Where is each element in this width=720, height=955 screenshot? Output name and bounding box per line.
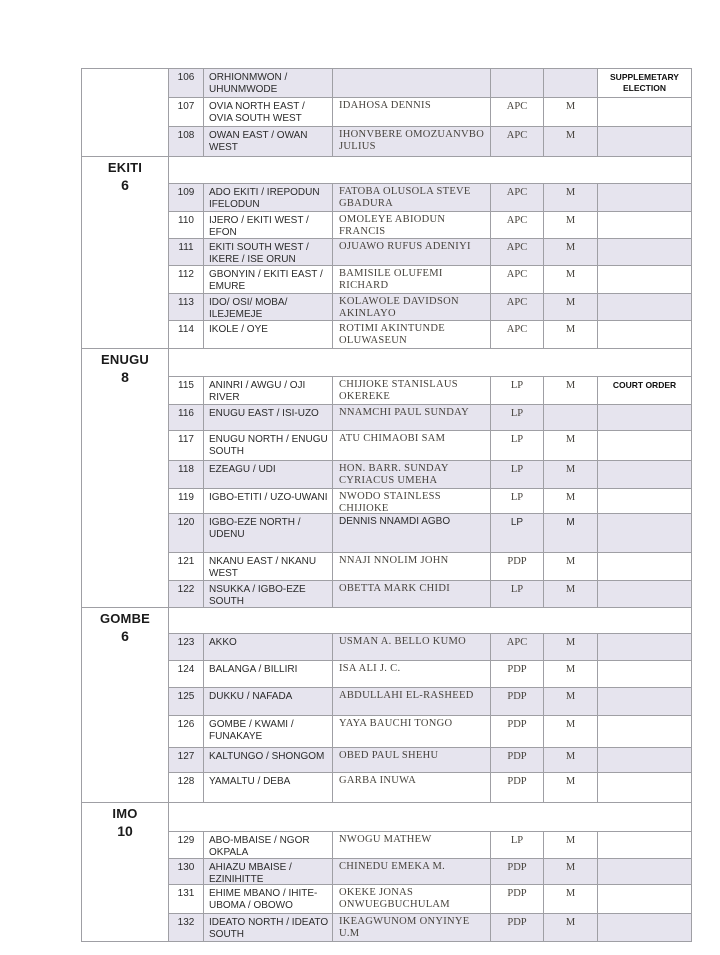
constituency-cell: OVIA NORTH EAST / OVIA SOUTH WEST bbox=[204, 98, 333, 126]
serial-number-cell: 118 bbox=[169, 461, 204, 488]
state-cell bbox=[82, 157, 169, 348]
remark-cell bbox=[598, 885, 691, 913]
candidate-name-cell: NNAJI NNOLIM JOHN bbox=[333, 553, 491, 580]
constituency-cell: IJERO / EKITI WEST / EFON bbox=[204, 212, 333, 238]
serial-number-cell: 106 bbox=[169, 69, 204, 97]
serial-number-cell: 116 bbox=[169, 405, 204, 430]
candidate-name-cell: OBED PAUL SHEHU bbox=[333, 748, 491, 772]
serial-number-cell: 108 bbox=[169, 127, 204, 156]
party-cell: APC bbox=[491, 127, 544, 156]
constituency-cell: AKKO bbox=[204, 634, 333, 660]
party-cell: APC bbox=[491, 266, 544, 293]
serial-number-cell: 130 bbox=[169, 859, 204, 884]
candidate-name-cell: NNAMCHI PAUL SUNDAY bbox=[333, 405, 491, 430]
remark-cell bbox=[598, 634, 691, 660]
gender-cell: M bbox=[544, 239, 598, 265]
table-row bbox=[169, 858, 691, 884]
table-row bbox=[169, 715, 691, 747]
gender-cell: M bbox=[544, 832, 598, 858]
table-row bbox=[169, 376, 691, 404]
gender-cell: M bbox=[544, 377, 598, 404]
party-cell: APC bbox=[491, 321, 544, 348]
serial-number-cell: 114 bbox=[169, 321, 204, 348]
serial-number-cell: 124 bbox=[169, 661, 204, 687]
candidate-name-cell: CHIJIOKE STANISLAUS OKEREKE bbox=[333, 377, 491, 404]
table-row bbox=[169, 580, 691, 607]
state-name-label: ENUGU bbox=[101, 352, 149, 367]
table-row bbox=[169, 913, 691, 941]
constituency-cell: NSUKKA / IGBO-EZE SOUTH bbox=[204, 581, 333, 607]
constituency-cell: IGBO-ETITI / UZO-UWANI bbox=[204, 489, 333, 513]
party-cell: APC bbox=[491, 98, 544, 126]
remark-cell bbox=[598, 859, 691, 884]
table-row bbox=[169, 552, 691, 580]
section-header-band bbox=[169, 608, 691, 633]
gender-cell: M bbox=[544, 661, 598, 687]
serial-number-cell: 120 bbox=[169, 514, 204, 552]
gender-cell: M bbox=[544, 212, 598, 238]
party-cell: PDP bbox=[491, 661, 544, 687]
candidate-name-cell: OJUAWO RUFUS ADENIYI bbox=[333, 239, 491, 265]
gender-cell: M bbox=[544, 859, 598, 884]
table-row bbox=[169, 488, 691, 513]
gender-cell: M bbox=[544, 885, 598, 913]
party-cell: APC bbox=[491, 184, 544, 211]
table-row bbox=[169, 884, 691, 913]
party-cell: LP bbox=[491, 581, 544, 607]
constituency-cell: ENUGU NORTH / ENUGU SOUTH bbox=[204, 431, 333, 460]
constituency-cell: IKOLE / OYE bbox=[204, 321, 333, 348]
gender-cell: M bbox=[544, 581, 598, 607]
section-header-band bbox=[169, 803, 691, 831]
state-seats-count: 10 bbox=[117, 823, 133, 839]
state-seats-count: 6 bbox=[121, 628, 129, 644]
state-seats-count: 8 bbox=[121, 369, 129, 385]
remark-cell bbox=[598, 212, 691, 238]
candidate-name-cell: CHINEDU EMEKA M. bbox=[333, 859, 491, 884]
serial-number-cell: 121 bbox=[169, 553, 204, 580]
table-row bbox=[169, 687, 691, 715]
gender-cell: M bbox=[544, 98, 598, 126]
state-section bbox=[82, 348, 691, 607]
state-name-label: GOMBE bbox=[99, 611, 151, 626]
section-header-band bbox=[169, 349, 691, 376]
gender-cell: M bbox=[544, 294, 598, 320]
candidate-name-cell: OKEKE JONAS ONWUEGBUCHULAM bbox=[333, 885, 491, 913]
constituency-cell: ANINRI / AWGU / OJI RIVER bbox=[204, 377, 333, 404]
remark-cell bbox=[598, 127, 691, 156]
party-cell: APC bbox=[491, 212, 544, 238]
table-row bbox=[169, 238, 691, 265]
party-cell: PDP bbox=[491, 885, 544, 913]
gender-cell: M bbox=[544, 127, 598, 156]
candidate-name-cell: OMOLEYE ABIODUN FRANCIS bbox=[333, 212, 491, 238]
serial-number-cell: 110 bbox=[169, 212, 204, 238]
state-name-label: EKITI bbox=[107, 160, 143, 175]
candidate-name-cell: FATOBA OLUSOLA STEVE GBADURA bbox=[333, 184, 491, 211]
constituency-cell: NKANU EAST / NKANU WEST bbox=[204, 553, 333, 580]
party-cell: APC bbox=[491, 294, 544, 320]
table-row bbox=[169, 97, 691, 126]
gender-cell: M bbox=[544, 461, 598, 488]
constituency-cell: BALANGA / BILLIRI bbox=[204, 661, 333, 687]
constituency-cell: KALTUNGO / SHONGOM bbox=[204, 748, 333, 772]
section-rows bbox=[169, 803, 691, 941]
section-rows bbox=[169, 69, 691, 156]
table-row bbox=[169, 660, 691, 687]
constituency-cell: EHIME MBANO / IHITE-UBOMA / OBOWO bbox=[204, 885, 333, 913]
party-cell: APC bbox=[491, 634, 544, 660]
gender-cell: M bbox=[544, 431, 598, 460]
serial-number-cell: 126 bbox=[169, 716, 204, 747]
party-cell: LP bbox=[491, 461, 544, 488]
constituency-cell: DUKKU / NAFADA bbox=[204, 688, 333, 715]
party-cell: PDP bbox=[491, 914, 544, 941]
constituency-cell: YAMALTU / DEBA bbox=[204, 773, 333, 802]
remark-cell bbox=[598, 553, 691, 580]
remark-cell bbox=[598, 748, 691, 772]
table-row bbox=[169, 513, 691, 552]
serial-number-cell: 129 bbox=[169, 832, 204, 858]
party-cell: LP bbox=[491, 431, 544, 460]
remark-cell bbox=[598, 321, 691, 348]
remark-cell: SUPPLEMETARY ELECTION bbox=[598, 69, 691, 97]
candidate-name-cell: ABDULLAHI EL-RASHEED bbox=[333, 688, 491, 715]
candidate-name-cell: GARBA INUWA bbox=[333, 773, 491, 802]
table-row bbox=[169, 293, 691, 320]
candidate-name-cell: IDAHOSA DENNIS bbox=[333, 98, 491, 126]
remark-cell bbox=[598, 489, 691, 513]
party-cell: LP bbox=[491, 405, 544, 430]
state-section bbox=[82, 802, 691, 941]
candidate-name-cell: NWODO STAINLESS CHIJIOKE bbox=[333, 489, 491, 513]
state-cell bbox=[82, 349, 169, 607]
state-section bbox=[82, 156, 691, 348]
gender-cell bbox=[544, 69, 598, 97]
constituency-cell: EKITI SOUTH WEST / IKERE / ISE ORUN bbox=[204, 239, 333, 265]
gender-cell: M bbox=[544, 553, 598, 580]
serial-number-cell: 132 bbox=[169, 914, 204, 941]
remark-cell bbox=[598, 914, 691, 941]
candidate-name-cell bbox=[333, 69, 491, 97]
serial-number-cell: 107 bbox=[169, 98, 204, 126]
state-name-label: IMO bbox=[112, 806, 138, 821]
remark-cell bbox=[598, 773, 691, 802]
candidate-name-cell: USMAN A. BELLO KUMO bbox=[333, 634, 491, 660]
serial-number-cell: 122 bbox=[169, 581, 204, 607]
candidate-name-cell: DENNIS NNAMDI AGBO bbox=[333, 514, 491, 552]
party-cell: LP bbox=[491, 489, 544, 513]
remark-cell bbox=[598, 688, 691, 715]
candidate-name-cell: KOLAWOLE DAVIDSON AKINLAYO bbox=[333, 294, 491, 320]
serial-number-cell: 113 bbox=[169, 294, 204, 320]
remark-cell bbox=[598, 294, 691, 320]
serial-number-cell: 128 bbox=[169, 773, 204, 802]
serial-number-cell: 123 bbox=[169, 634, 204, 660]
gender-cell bbox=[544, 405, 598, 430]
gender-cell: M bbox=[544, 184, 598, 211]
remark-cell bbox=[598, 266, 691, 293]
serial-number-cell: 109 bbox=[169, 184, 204, 211]
candidate-name-cell: IHONVBERE OMOZUANVBO JULIUS bbox=[333, 127, 491, 156]
serial-number-cell: 111 bbox=[169, 239, 204, 265]
constituency-cell: IGBO-EZE NORTH / UDENU bbox=[204, 514, 333, 552]
table-row bbox=[169, 69, 691, 97]
state-section bbox=[82, 607, 691, 802]
gender-cell: M bbox=[544, 773, 598, 802]
remark-cell bbox=[598, 184, 691, 211]
gender-cell: M bbox=[544, 266, 598, 293]
remark-cell bbox=[598, 405, 691, 430]
candidate-name-cell: YAYA BAUCHI TONGO bbox=[333, 716, 491, 747]
state-cell bbox=[82, 803, 169, 941]
remark-cell: COURT ORDER bbox=[612, 380, 677, 390]
party-cell: APC bbox=[491, 239, 544, 265]
state-cell bbox=[82, 608, 169, 802]
serial-number-cell: 125 bbox=[169, 688, 204, 715]
section-rows bbox=[169, 349, 691, 607]
section-header-band bbox=[169, 157, 691, 183]
gender-cell: M bbox=[544, 514, 598, 552]
party-cell: LP bbox=[491, 377, 544, 404]
serial-number-cell: 115 bbox=[169, 377, 204, 404]
constituency-cell: ORHIONMWON / UHUNMWODE bbox=[204, 69, 333, 97]
party-cell: PDP bbox=[491, 716, 544, 747]
gender-cell: M bbox=[544, 748, 598, 772]
constituency-cell: ADO EKITI / IREPODUN IFELODUN bbox=[204, 184, 333, 211]
section-rows bbox=[169, 608, 691, 802]
serial-number-cell: 127 bbox=[169, 748, 204, 772]
table-row bbox=[169, 747, 691, 772]
candidate-name-cell: IKEAGWUNOM ONYINYE U.M bbox=[333, 914, 491, 941]
candidate-name-cell: NWOGU MATHEW bbox=[333, 832, 491, 858]
remark-cell bbox=[598, 832, 691, 858]
serial-number-cell: 131 bbox=[169, 885, 204, 913]
constituency-cell: IDEATO NORTH / IDEATO SOUTH bbox=[204, 914, 333, 941]
candidate-name-cell: OBETTA MARK CHIDI bbox=[333, 581, 491, 607]
table-row bbox=[169, 460, 691, 488]
section-rows bbox=[169, 157, 691, 348]
candidate-name-cell: BAMISILE OLUFEMI RICHARD bbox=[333, 266, 491, 293]
state-section bbox=[82, 69, 691, 156]
table-row bbox=[169, 183, 691, 211]
remark-cell bbox=[598, 581, 691, 607]
gender-cell: M bbox=[544, 716, 598, 747]
table-row bbox=[169, 772, 691, 802]
election-results-table bbox=[81, 68, 692, 942]
table-row bbox=[169, 126, 691, 156]
candidate-name-cell: HON. BARR. SUNDAY CYRIACUS UMEHA bbox=[333, 461, 491, 488]
remark-cell bbox=[598, 98, 691, 126]
gender-cell: M bbox=[544, 489, 598, 513]
constituency-cell: GOMBE / KWAMI / FUNAKAYE bbox=[204, 716, 333, 747]
table-row bbox=[169, 430, 691, 460]
remark-cell bbox=[598, 461, 691, 488]
serial-number-cell: 117 bbox=[169, 431, 204, 460]
table-row bbox=[169, 320, 691, 348]
candidate-name-cell: ROTIMI AKINTUNDE OLUWASEUN bbox=[333, 321, 491, 348]
constituency-cell: OWAN EAST / OWAN WEST bbox=[204, 127, 333, 156]
serial-number-cell: 112 bbox=[169, 266, 204, 293]
remark-cell bbox=[598, 661, 691, 687]
party-cell: LP bbox=[491, 514, 544, 552]
serial-number-cell: 119 bbox=[169, 489, 204, 513]
constituency-cell: AHIAZU MBAISE / EZINIHITTE bbox=[204, 859, 333, 884]
candidate-name-cell: ISA ALI J. C. bbox=[333, 661, 491, 687]
gender-cell: M bbox=[544, 914, 598, 941]
party-cell bbox=[491, 69, 544, 97]
gender-cell: M bbox=[544, 634, 598, 660]
table-row bbox=[169, 265, 691, 293]
table-row bbox=[169, 404, 691, 430]
constituency-cell: GBONYIN / EKITI EAST / EMURE bbox=[204, 266, 333, 293]
party-cell: PDP bbox=[491, 859, 544, 884]
party-cell: PDP bbox=[491, 553, 544, 580]
state-cell bbox=[82, 69, 169, 156]
party-cell: PDP bbox=[491, 773, 544, 802]
table-row bbox=[169, 633, 691, 660]
constituency-cell: ABO-MBAISE / NGOR OKPALA bbox=[204, 832, 333, 858]
gender-cell: M bbox=[544, 688, 598, 715]
table-row bbox=[169, 831, 691, 858]
remark-cell bbox=[598, 716, 691, 747]
remark-cell bbox=[598, 431, 691, 460]
constituency-cell: EZEAGU / UDI bbox=[204, 461, 333, 488]
gender-cell: M bbox=[544, 321, 598, 348]
constituency-cell: ENUGU EAST / ISI-UZO bbox=[204, 405, 333, 430]
remark-cell bbox=[598, 514, 691, 552]
table-row bbox=[169, 211, 691, 238]
remark-cell bbox=[598, 239, 691, 265]
candidate-name-cell: ATU CHIMAOBI SAM bbox=[333, 431, 491, 460]
party-cell: PDP bbox=[491, 688, 544, 715]
state-seats-count: 6 bbox=[121, 177, 129, 193]
party-cell: LP bbox=[491, 832, 544, 858]
party-cell: PDP bbox=[491, 748, 544, 772]
constituency-cell: IDO/ OSI/ MOBA/ ILEJEMEJE bbox=[204, 294, 333, 320]
